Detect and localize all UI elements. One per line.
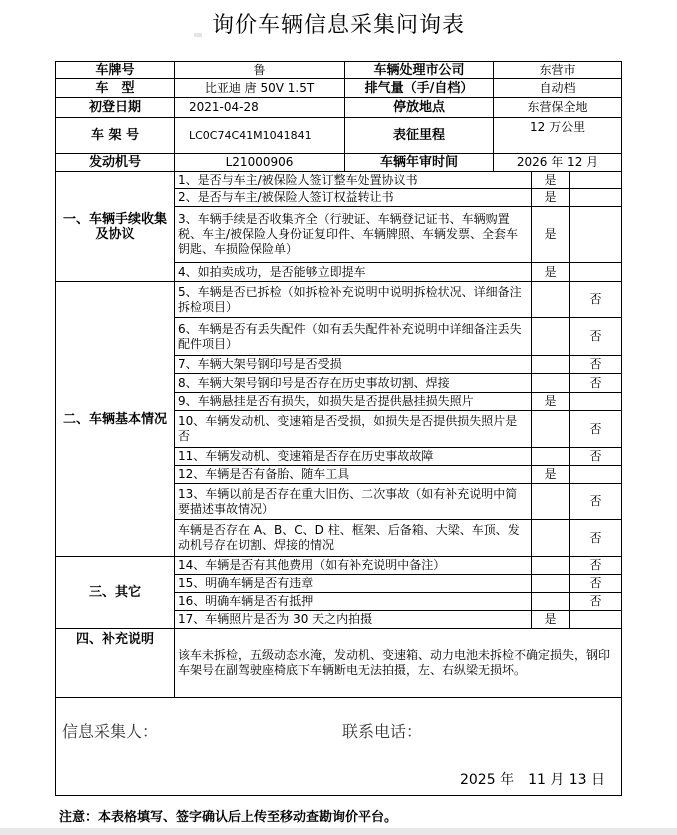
answer-no: 否 [570, 448, 622, 466]
answer-no [570, 172, 622, 189]
answer-no: 否 [570, 374, 622, 393]
supplement-text: 该车未拆检，五级动态水淹，发动机、变速箱、动力电池未拆检不确定损失，钢印车架号在副驾驶座椅底下车辆断电无法拍摄，左、右纵梁无损坏。 [175, 629, 622, 698]
answer-no: 否 [570, 575, 622, 593]
question-row [56, 282, 622, 318]
vin-value: LC0C74C41M1041841 [175, 118, 345, 154]
answer-no [570, 393, 622, 411]
answer-no [570, 207, 622, 263]
answer-yes [532, 411, 570, 448]
section-basic-condition: 二、车辆基本情况 [56, 282, 175, 557]
question-text: 8、车辆大架号钢印号是否存在历史事故切割、焊接 [175, 374, 532, 393]
answer-no: 否 [570, 557, 622, 575]
answer-no: 否 [570, 593, 622, 611]
answer-yes [532, 448, 570, 466]
answer-yes: 是 [532, 263, 570, 282]
model-value: 比亚迪 唐 50V 1.5T [175, 79, 345, 98]
answer-yes: 是 [532, 189, 570, 207]
inspection-label: 车辆年审时间 [345, 154, 494, 172]
reg-date-label: 初登日期 [56, 98, 175, 118]
answer-no [570, 189, 622, 207]
question-text: 3、车辆手续是否收集齐全（行驶证、车辆登记证书、车辆购置税、车主/被保险人身份证复印件、车辆牌照、车辆发票、全套车钥匙、车损险保险单） [175, 207, 532, 263]
engine-value: L21000906 [175, 154, 345, 172]
answer-no: 否 [570, 484, 622, 520]
info-row-plate [56, 62, 622, 79]
supplement-row [56, 629, 622, 698]
question-text: 17、车辆照片是否为 30 天之内拍摄 [175, 611, 532, 629]
model-label: 车 型 [56, 79, 175, 98]
reg-date-value: 2021-04-28 [175, 98, 345, 118]
redaction-mark [194, 33, 202, 37]
mileage-label: 表征里程 [345, 118, 494, 154]
phone-label: 联系电话： [342, 722, 423, 741]
answer-no: 否 [570, 282, 622, 318]
location-label: 停放地点 [345, 98, 494, 118]
question-text: 2、是否与车主/被保险人签订权益转让书 [175, 189, 532, 207]
section-other: 三、其它 [56, 557, 175, 629]
location-value: 东营保全地 [494, 98, 622, 118]
answer-yes [532, 374, 570, 393]
answer-yes [532, 520, 570, 557]
question-text: 12、车辆是否有备胎、随车工具 [175, 466, 532, 484]
question-text: 13、车辆以前是否存在重大旧伤、二次事故（如有补充说明中简要描述事故情况） [175, 484, 532, 520]
plate-value: 鲁 [175, 62, 345, 79]
answer-yes: 是 [532, 207, 570, 263]
inspection-value: 2026 年 12 月 [494, 154, 622, 172]
mileage-value: 12 万公里 [494, 118, 622, 154]
form-title: 询价车辆信息采集问询表 [211, 13, 465, 38]
question-text: 7、车辆大架号钢印号是否受损 [175, 356, 532, 374]
answer-yes [532, 318, 570, 356]
collector-label: 信息采集人： [62, 722, 159, 741]
city-label: 车辆处理市公司 [345, 62, 494, 79]
signature-date: 2025 年 11 月 13 日 [459, 772, 606, 788]
section-procedures: 一、车辆手续收集及协议 [56, 172, 175, 282]
info-row-regdate [56, 98, 622, 118]
question-text: 1、是否与车主/被保险人签订整车处置协议书 [175, 172, 532, 189]
answer-yes [532, 484, 570, 520]
question-text: 9、车辆悬挂是否有损失，如损失是否提供悬挂损失照片 [175, 393, 532, 411]
info-row-vin [56, 118, 622, 154]
answer-no: 否 [570, 520, 622, 557]
answer-yes: 是 [532, 393, 570, 411]
question-text: 10、车辆发动机、变速箱是否受损，如损失是否提供损失照片是否 [175, 411, 532, 448]
displacement-label: 排气量（手/自档） [345, 79, 494, 98]
answer-yes [532, 593, 570, 611]
question-text: 4、如拍卖成功，是否能够立即提车 [175, 263, 532, 282]
question-row [56, 172, 622, 189]
question-text: 6、车辆是否有丢失配件（如有丢失配件补充说明中详细备注丢失配件项目） [175, 318, 532, 356]
answer-yes [532, 356, 570, 374]
info-row-engine [56, 154, 622, 172]
answer-no: 否 [570, 318, 622, 356]
question-text: 11、车辆发动机、变速箱是否存在历史事故故障 [175, 448, 532, 466]
answer-no: 否 [570, 356, 622, 374]
plate-label: 车牌号 [56, 62, 175, 79]
question-text: 15、明确车辆是否有违章 [175, 575, 532, 593]
city-value: 东营市 [494, 62, 622, 79]
displacement-value: 自动档 [494, 79, 622, 98]
signature-row [56, 698, 622, 796]
answer-no: 否 [570, 411, 622, 448]
vin-label: 车 架 号 [56, 118, 175, 154]
signature-area [56, 698, 622, 796]
page-bottom-strip [0, 828, 677, 835]
question-row [56, 557, 622, 575]
answer-yes: 是 [532, 466, 570, 484]
answer-no [570, 263, 622, 282]
answer-no [570, 611, 622, 629]
answer-yes [532, 575, 570, 593]
answer-yes [532, 282, 570, 318]
info-row-model [56, 79, 622, 98]
question-text: 车辆是否存在 A、B、C、D 柱、框架、后备箱、大梁、车顶、发动机号存在切割、焊接的情况 [175, 520, 532, 557]
answer-yes: 是 [532, 172, 570, 189]
question-text: 5、车辆是否已拆检（如拆检补充说明中说明拆检状况、详细备注拆检项目） [175, 282, 532, 318]
inquiry-form-table [55, 61, 622, 796]
question-text: 16、明确车辆是否有抵押 [175, 593, 532, 611]
question-text: 14、车辆是否有其他费用（如有补充说明中备注） [175, 557, 532, 575]
answer-yes: 是 [532, 611, 570, 629]
section-supplement: 四、补充说明 [56, 629, 175, 698]
answer-yes [532, 557, 570, 575]
engine-label: 发动机号 [56, 154, 175, 172]
answer-no [570, 466, 622, 484]
footer-note: 注意：本表格填写、签字确认后上传至移动查勘询价平台。 [59, 810, 398, 825]
